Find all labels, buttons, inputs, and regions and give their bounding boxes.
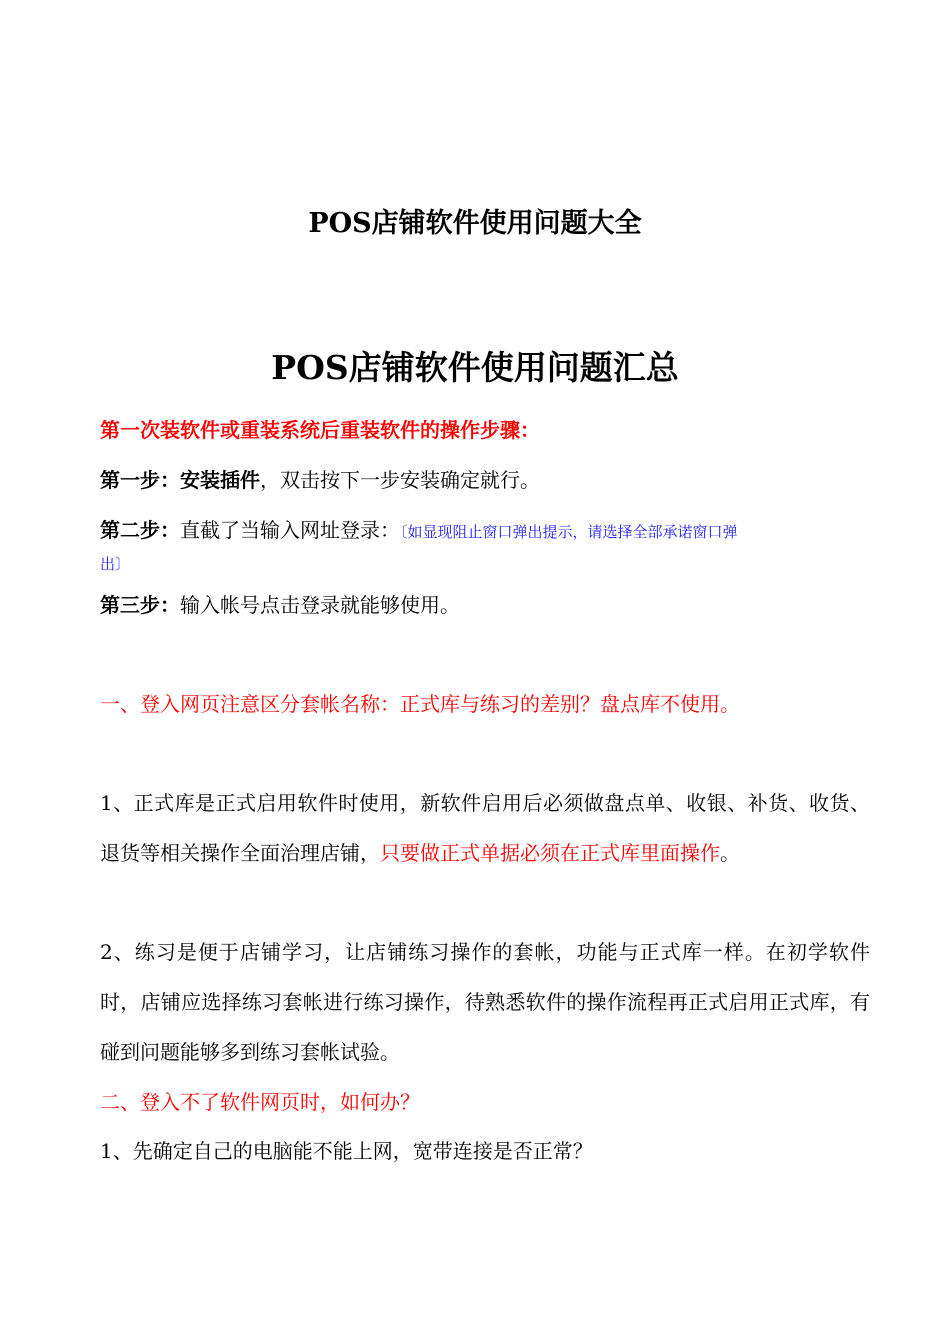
section-1-item-1-text: 1、正式库是正式启用软件时使用，新软件启用后必须做盘点单、收银、补货、收货、退货等相关操作全面治理店铺， — [100, 791, 870, 865]
section-1-heading: 一、登入网页注意区分套帐名称：正式库与练习的差别？盘点库不使用。 — [100, 692, 740, 716]
install-steps-intro: 第一次装软件或重装系统后重装软件的操作步骤： — [100, 418, 540, 442]
step-2-note-line1: 〔如显现阻止窗口弹出提示，请选择全部承诺窗口弹 — [400, 523, 738, 541]
section-1-item-2: 2、练习是便于店铺学习，让店铺练习操作的套帐，功能与正式库一样。在初学软件时，店铺应选择练习套帐进行练习操作，待熟悉软件的操作流程再正式启用正式库，有碰到问题能够多到练习套帐试验。 — [100, 940, 870, 1064]
document-heading: POS店铺软件使用问题汇总 — [271, 348, 679, 387]
step-1-text: ，双击按下一步安装确定就行。 — [260, 468, 540, 492]
section-1-item-1 — [100, 778, 870, 878]
step-3-text: 输入帐号点击登录就能够使用。 — [180, 593, 460, 617]
step-2-text: 直截了当输入网址登录： — [180, 518, 400, 542]
step-2-note-line2: 出〕 — [100, 555, 131, 573]
document-title: POS店铺软件使用问题大全 — [308, 208, 642, 239]
step-1-bold: 安装插件 — [180, 468, 260, 492]
install-step-2 — [100, 516, 860, 546]
section-2-heading: 二、登入不了软件网页时，如何办？ — [100, 1090, 420, 1114]
step-3-label: 第三步： — [100, 593, 180, 617]
install-step-3 — [100, 591, 860, 619]
step-2-label: 第二步： — [100, 518, 180, 542]
section-2-item-1: 1、先确定自己的电脑能不能上网，宽带连接是否正常？ — [100, 1139, 593, 1163]
section-1-item-1-end: 。 — [720, 841, 740, 865]
section-1-item-1-highlight: 只要做正式单据必须在正式库里面操作 — [380, 841, 720, 865]
install-step-1 — [100, 466, 860, 494]
step-1-label: 第一步： — [100, 468, 180, 492]
